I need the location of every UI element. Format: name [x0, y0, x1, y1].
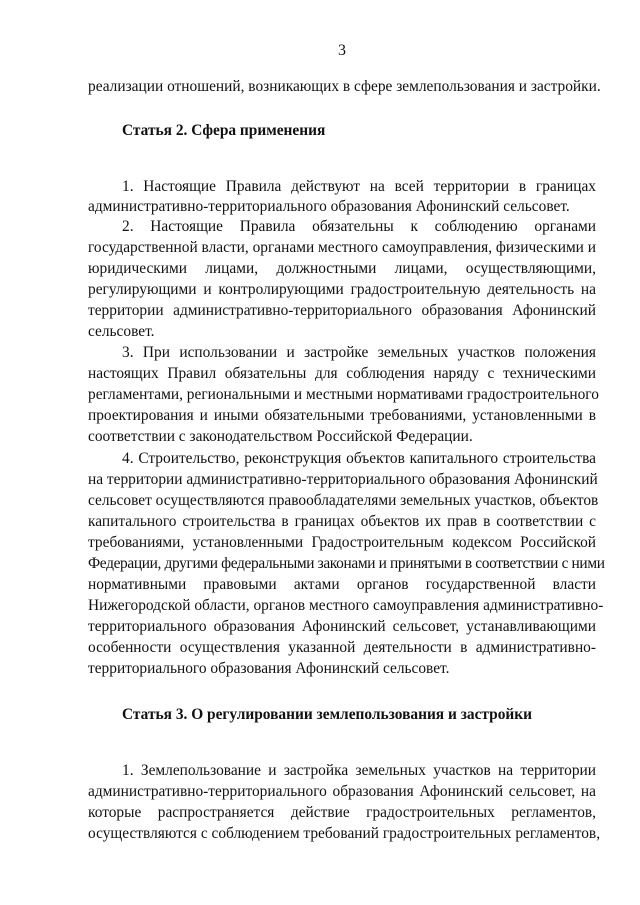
article-2-p4-line: на территории административно-территориального образования Афонинский [88, 471, 598, 488]
article-2-p4-line: особенности осуществления указанной деятельности в административно- [88, 639, 596, 656]
article-2-p4-line: нормативными правовыми актами органов государственной власти [88, 576, 596, 593]
article-2-p4-line: Федерации, другими федеральными законами и принятыми в соответствии с ними [88, 555, 605, 572]
article-2-p2-line: юридическими лицами, должностными лицами, осуществляющими, [88, 260, 596, 277]
article-3-p1-line: осуществляются с соблюдением требований градостроительных регламентов, [88, 825, 601, 842]
article-2-p4-line: капитального строительства в границах объектов их прав в соответствии с [88, 513, 596, 530]
article-2-p2-line: государственной власти, органами местного самоуправления, физическими и [88, 239, 597, 256]
page-number: 3 [338, 42, 346, 59]
article-2-p2-line: территории административно-территориального образования Афонинский [88, 302, 596, 319]
article-2-p1-line: административно-территориального образования Афонинский сельсовет. [88, 198, 570, 215]
article-2-title: Статья 2. Сфера применения [122, 122, 326, 139]
article-2-p2-line: 2. Настоящие Правила обязательны к соблюдению органами [122, 218, 596, 235]
article-2-p4-line: требованиями, установленными Градостроительным кодексом Российской [88, 534, 596, 551]
article-3-title: Статья 3. О регулировании землепользования и застройки [122, 706, 533, 723]
intro-line: реализации отношений, возникающих в сфере землепользования и застройки. [88, 78, 601, 95]
article-2-p4-line: территориального образования Афонинский сельсовет, устанавливающими [88, 618, 596, 635]
article-2-p2-line: регулирующими и контролирующими градостроительную деятельность на [88, 281, 596, 298]
article-2-p1-line: 1. Настоящие Правила действуют на всей территории в границах [122, 178, 596, 195]
article-2-p4-line: сельсовет осуществляются правообладателями земельных участков, объектов [88, 492, 599, 509]
article-3-p1-line: административно-территориального образования Афонинский сельсовет, на [88, 783, 596, 800]
article-2-p3-line: 3. При использовании и застройке земельных участков положения [122, 344, 596, 361]
article-2-p4-line: территориального образования Афонинский сельсовет. [88, 660, 450, 677]
article-2-p3-line: соответствии с законодательством Российской Федерации. [88, 428, 473, 445]
article-3-p1-line: которые распространяется действие градостроительных регламентов, [88, 804, 596, 821]
article-2-p4-line: 4. Строительство, реконструкция объектов капитального строительства [122, 450, 596, 467]
article-2-p3-line: регламентами, региональными и местными нормативами градостроительного [88, 386, 599, 403]
article-2-p3-line: настоящих Правил обязательны для соблюдения наряду с техническими [88, 365, 596, 382]
article-2-p3-line: проектирования и иными обязательными требованиями, установленными в [88, 407, 596, 424]
article-2-p4-line: Нижегородской области, органов местного самоуправления административно- [88, 597, 604, 614]
article-2-p2-line: сельсовет. [88, 323, 155, 340]
article-3-p1-line: 1. Землепользование и застройка земельных участков на территории [122, 762, 596, 779]
